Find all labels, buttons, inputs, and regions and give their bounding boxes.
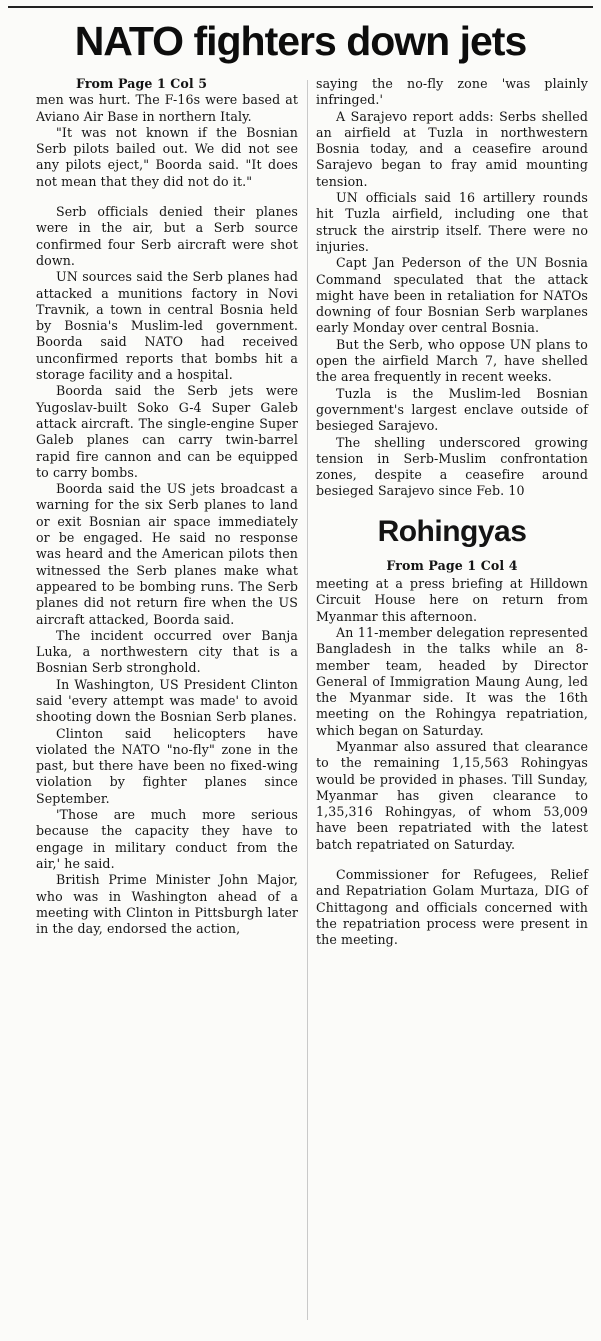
paragraph: Serb officials denied their planes were in the air, but a Serb source confirmed four Serb aircraft were shot down. [36,204,298,268]
paragraph: UN officials said 16 artillery rounds hit Tuzla airfield, including one that struck the airstrip itself. There were no injuries. [316,190,588,254]
paragraph: "It was not known if the Bosnian Serb pilots bailed out. We did not see any pilots eject," Boorda said. "It does not mean that they did not do it." [36,124,298,189]
paragraph: Clinton said helicopters have violated the NATO "no-fly" zone in the past, but there have been no fixed-wing violation by fighter planes since September. [36,725,298,806]
paragraph: men was hurt. The F-16s were based at Aviano Air Base in northern Italy. [36,92,298,124]
paragraph: British Prime Minister John Major, who was in Washington ahead of a meeting with Clinton in Pittsburgh later in the day, endorsed the action, [36,872,298,937]
paragraph: But the Serb, who oppose UN plans to open the airfield March 7, have shelled the area frequently in recent weeks. [316,336,588,385]
top-rule [8,6,593,8]
right-column [316,76,588,949]
second-story-jump-line: From Page 1 Col 4 [386,557,518,573]
paragraph: Capt Jan Pederson of the UN Bosnia Command speculated that the attack might have been in retaliation for NATOs downing of four Bosnian Serb warplanes early Monday over central Bosnia. [316,255,588,336]
left-column [36,76,298,937]
second-story-headline: Rohingyas [377,514,527,548]
paragraph: Boorda said the Serb jets were Yugoslav-built Soko G-4 Super Galeb attack aircraft. The single-engine Super Galeb planes can carry twin-barrel rapid fire cannon and can be equipped to carry bombs. [36,383,298,480]
column-divider [307,80,308,1320]
paragraph: Myanmar also assured that clearance to the remaining 1,15,563 Rohingyas would be provided in phases. Till Sunday, Myanmar has given clearance to 1,35,316 Rohingyas, of whom 53,009 have been repatriated with the latest batch repatriated on Saturday. [316,738,588,852]
paragraph: The shelling underscored growing tension in Serb-Muslim confrontation zones, despite a ceasefire around besieged Sarajevo since Feb. 10 [316,434,588,499]
paragraph: A Sarajevo report adds: Serbs shelled an airfield at Tuzla in northwestern Bosnia today, and a ceasefire around Sarajevo began to fray amid mounting tension. [316,108,588,189]
paragraph: UN sources said the Serb planes had attacked a munitions factory in Novi Travnik, a town in central Bosnia held by Bosnia's Muslim-led government. Boorda said NATO had received unconfirmed reports that bombs hit a storage facility and a hospital. [36,269,298,383]
paragraph: 'Those are much more serious because the capacity they have to engage in military conduct from the air,' he said. [36,807,298,871]
paragraph: Tuzla is the Muslim-led Bosnian government's largest enclave outside of besieged Sarajevo. [316,385,588,434]
paragraph: Commissioner for Refugees, Relief and Repatriation Golam Murtaza, DIG of Chittagong and officials concerned with the repatriation process were present in the meeting. [316,867,588,948]
headline: NATO fighters down jets [74,18,527,64]
paragraph: Boorda said the US jets broadcast a warning for the six Serb planes to land or exit Bosnian air space immediately or be engaged. He said no response was heard and the American pilots then witnessed the Serb planes make what appeared to be bombing runs. The Serb planes did not return fire when the US aircraft attacked, Boorda said. [36,481,298,627]
paragraph: saying the no-fly zone 'was plainly infringed.' [316,76,588,108]
paragraph: An 11-member delegation represented Bangladesh in the talks while an 8-member team, headed by Director General of Immigration Maung Aung, led the Myanmar side. It was the 16th meeting on the Rohingya repatriation, which began on Saturday. [316,624,588,738]
paragraph: The incident occurred over Banja Luka, a northwestern city that is a Bosnian Serb stronghold. [36,627,298,676]
paragraph: In Washington, US President Clinton said 'every attempt was made' to avoid shooting down the Bosnian Serb planes. [36,676,298,725]
paragraph: meeting at a press briefing at Hilldown Circuit House here on return from Myanmar this afternoon. [316,576,588,624]
jump-line: From Page 1 Col 5 [76,76,208,91]
